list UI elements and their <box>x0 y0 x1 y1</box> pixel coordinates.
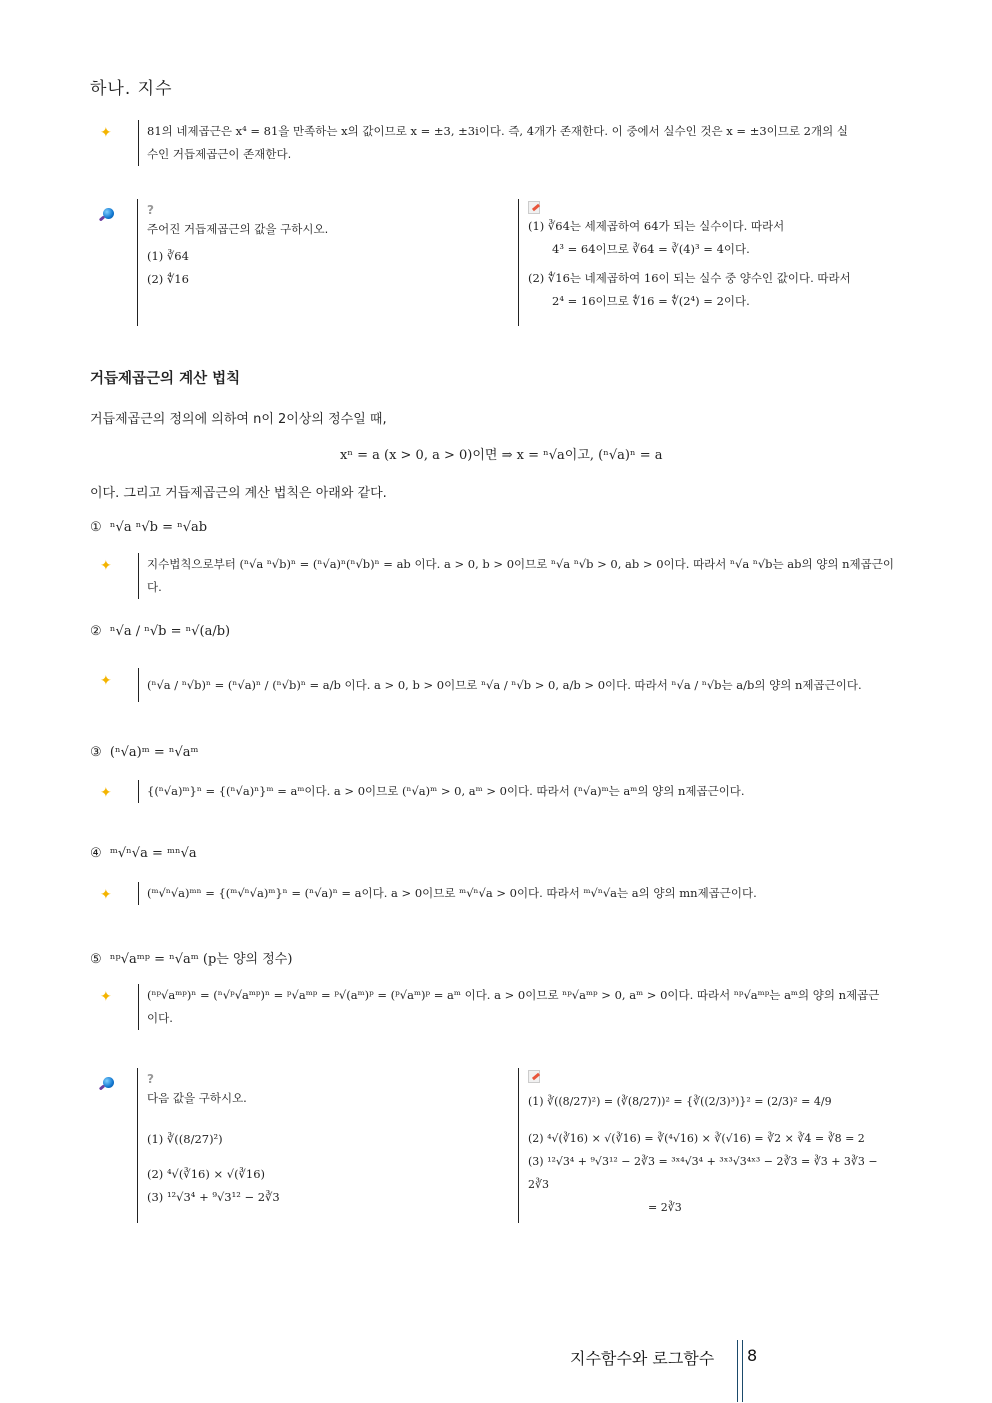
rule-3 <box>90 745 198 760</box>
question-item: (3) ¹²√3⁴ + ⁹√3¹² − 2∛3 <box>147 1190 280 1204</box>
answer-line: (1) ∛((8/27)²) = (∛(8/27))² = {∛((2/3)³)}² = (2/3)² = 4/9 <box>528 1095 832 1108</box>
footer-title: 지수함수와 로그함수 <box>570 1349 715 1368</box>
intro-text: 거듭제곱근의 정의에 의하여 n이 2이상의 정수일 때, <box>90 412 387 427</box>
proof-text: (ᵐ√ⁿ√a)ᵐⁿ = {(ᵐ√ⁿ√a)ᵐ}ⁿ = (ⁿ√a)ⁿ = a이다. a > 0이므로 ᵐ√ⁿ√a > 0이다. 따라서 ᵐ√ⁿ√a는 a의 양의 mn제곱근이다. <box>138 882 907 905</box>
note-box <box>100 120 899 166</box>
rule-1 <box>90 520 207 535</box>
answer-line: = 2∛3 <box>648 1201 682 1214</box>
proof-box <box>100 780 907 803</box>
rule-label: ⑤ <box>90 952 102 967</box>
rule-label: ② <box>90 624 102 639</box>
proof-text: {(ⁿ√a)ᵐ}ⁿ = {(ⁿ√a)ⁿ}ᵐ = aᵐ이다. a > 0이므로 (ⁿ√a)ᵐ > 0, aᵐ > 0이다. 따라서 (ⁿ√a)ᵐ는 aᵐ의 양의 n제곱근이다. <box>138 780 907 803</box>
pin-icon <box>103 1073 114 1092</box>
question-item: (2) ⁴√(∛16) × √(∛16) <box>147 1167 266 1181</box>
rule-2 <box>90 624 230 639</box>
rule-5 <box>90 948 292 967</box>
sparkle-icon: ✦ <box>100 125 112 141</box>
rule-formula: ⁿ√a / ⁿ√b = ⁿ√(a/b) <box>109 624 231 639</box>
rule-formula: ⁿ√a ⁿ√b = ⁿ√ab <box>109 520 208 535</box>
proof-text-cont: 이다. <box>147 1011 173 1025</box>
sparkle-icon: ✦ <box>100 558 112 574</box>
intro-text-2: 이다. 그리고 거듭제곱근의 계산 법칙은 아래와 같다. <box>90 486 387 501</box>
example-answer-box <box>518 1068 898 1223</box>
section-title: 하나. 지수 <box>90 79 173 99</box>
answer-line: 4³ = 64이므로 ∛64 = ∛(4)³ = 4이다. <box>552 242 750 256</box>
answer-line: (2) ⁴√(∛16) × √(∛16) = ∛(⁴√16) × ∛(√16) = ∛2 × ∛4 = ∛8 = 2 <box>528 1132 865 1145</box>
note-text-cont: 수인 거듭제곱근이 존재한다. <box>147 147 292 161</box>
question-prompt: 주어진 거듭제곱근의 값을 구하시오. <box>147 222 329 236</box>
proof-box <box>100 882 907 905</box>
sparkle-icon: ✦ <box>100 673 112 689</box>
answer-line: (2) ∜16는 네제곱하여 16이 되는 실수 중 양수인 값이다. 따라서 <box>528 271 851 285</box>
rule-formula: ᵐ√ⁿ√a = ᵐⁿ√a <box>109 846 197 861</box>
rule-label: ③ <box>90 745 102 760</box>
example-question-box <box>137 1068 507 1223</box>
question-item: (1) ∛64 <box>147 249 189 263</box>
question-item: (2) ∜16 <box>147 272 189 286</box>
subsection-title: 거듭제곱근의 계산 법칙 <box>90 371 241 387</box>
pencil-icon <box>528 201 540 214</box>
question-mark-icon: ? <box>147 203 154 217</box>
proof-box <box>100 984 907 1030</box>
rule-4 <box>90 846 197 861</box>
question-prompt: 다음 값을 구하시오. <box>147 1091 247 1105</box>
rule-formula: (ⁿ√a)ᵐ = ⁿ√aᵐ <box>109 745 199 760</box>
sparkle-icon: ✦ <box>100 785 112 801</box>
question-item: (1) ∛((8/27)²) <box>147 1132 223 1146</box>
footer-divider <box>737 1340 743 1402</box>
proof-text: (ⁿᵖ√aᵐᵖ)ⁿ = (ⁿ√ᵖ√aᵐᵖ)ⁿ = ᵖ√aᵐᵖ = ᵖ√(aᵐ)ᵖ = (ᵖ√aᵐ)ᵖ = aᵐ 이다. a > 0이므로 ⁿᵖ√aᵐᵖ > 0, aᵐ > 0이다. 따라서 ⁿᵖ√aᵐᵖ는 aᵐ의 양의 n제곱근 <box>147 988 880 1002</box>
sparkle-icon: ✦ <box>100 989 112 1005</box>
proof-text: 지수법칙으로부터 (ⁿ√a ⁿ√b)ⁿ = (ⁿ√a)ⁿ(ⁿ√b)ⁿ = ab 이다. a > 0, b > 0이므로 ⁿ√a ⁿ√b > 0, ab > 0이다. 따라서 ⁿ√a ⁿ√b는 ab의 양의 n제곱근이다. <box>138 553 907 599</box>
proof-text: (ⁿ√a / ⁿ√b)ⁿ = (ⁿ√a)ⁿ / (ⁿ√b)ⁿ = a/b 이다. a > 0, b > 0이므로 ⁿ√a / ⁿ√b > 0, a/b > 0이다. 따라서 ⁿ√a / ⁿ√b는 a/b의 양의 n제곱근이다. <box>138 668 907 702</box>
proof-box <box>100 553 907 599</box>
definition-equation: xⁿ = a (x > 0, a > 0)이면 ⇒ x = ⁿ√a이고, (ⁿ√a)ⁿ = a <box>340 448 663 463</box>
answer-line: 2⁴ = 16이므로 ∜16 = ∜(2⁴) = 2이다. <box>552 294 750 308</box>
answer-line: (3) ¹²√3⁴ + ⁹√3¹² − 2∛3 = ³ˣ⁴√3⁴ + ³ˣ³√3⁴ˣ³ − 2∛3 = ∛3 + 3∛3 − 2∛3 <box>528 1155 878 1191</box>
pin-icon <box>103 204 114 223</box>
question-mark-icon: ? <box>147 1072 154 1086</box>
proof-box <box>100 668 907 702</box>
rule-label: ① <box>90 520 102 535</box>
rule-label: ④ <box>90 846 102 861</box>
sparkle-icon: ✦ <box>100 887 112 903</box>
pencil-icon <box>528 1070 540 1083</box>
note-text: 81의 네제곱근은 x⁴ = 81을 만족하는 x의 값이므로 x = ±3, ±3i이다. 즉, 4개가 존재한다. 이 중에서 실수인 것은 x = ±3이므로 2개의 실 <box>147 124 848 138</box>
answer-line: (1) ∛64는 세제곱하여 64가 되는 실수이다. 따라서 <box>528 219 785 233</box>
example-answer-box <box>518 199 898 326</box>
example-question-box <box>137 199 507 326</box>
page-number: 8 <box>747 1346 758 1365</box>
rule-formula: ⁿᵖ√aᵐᵖ = ⁿ√aᵐ (p는 양의 정수) <box>109 952 293 967</box>
